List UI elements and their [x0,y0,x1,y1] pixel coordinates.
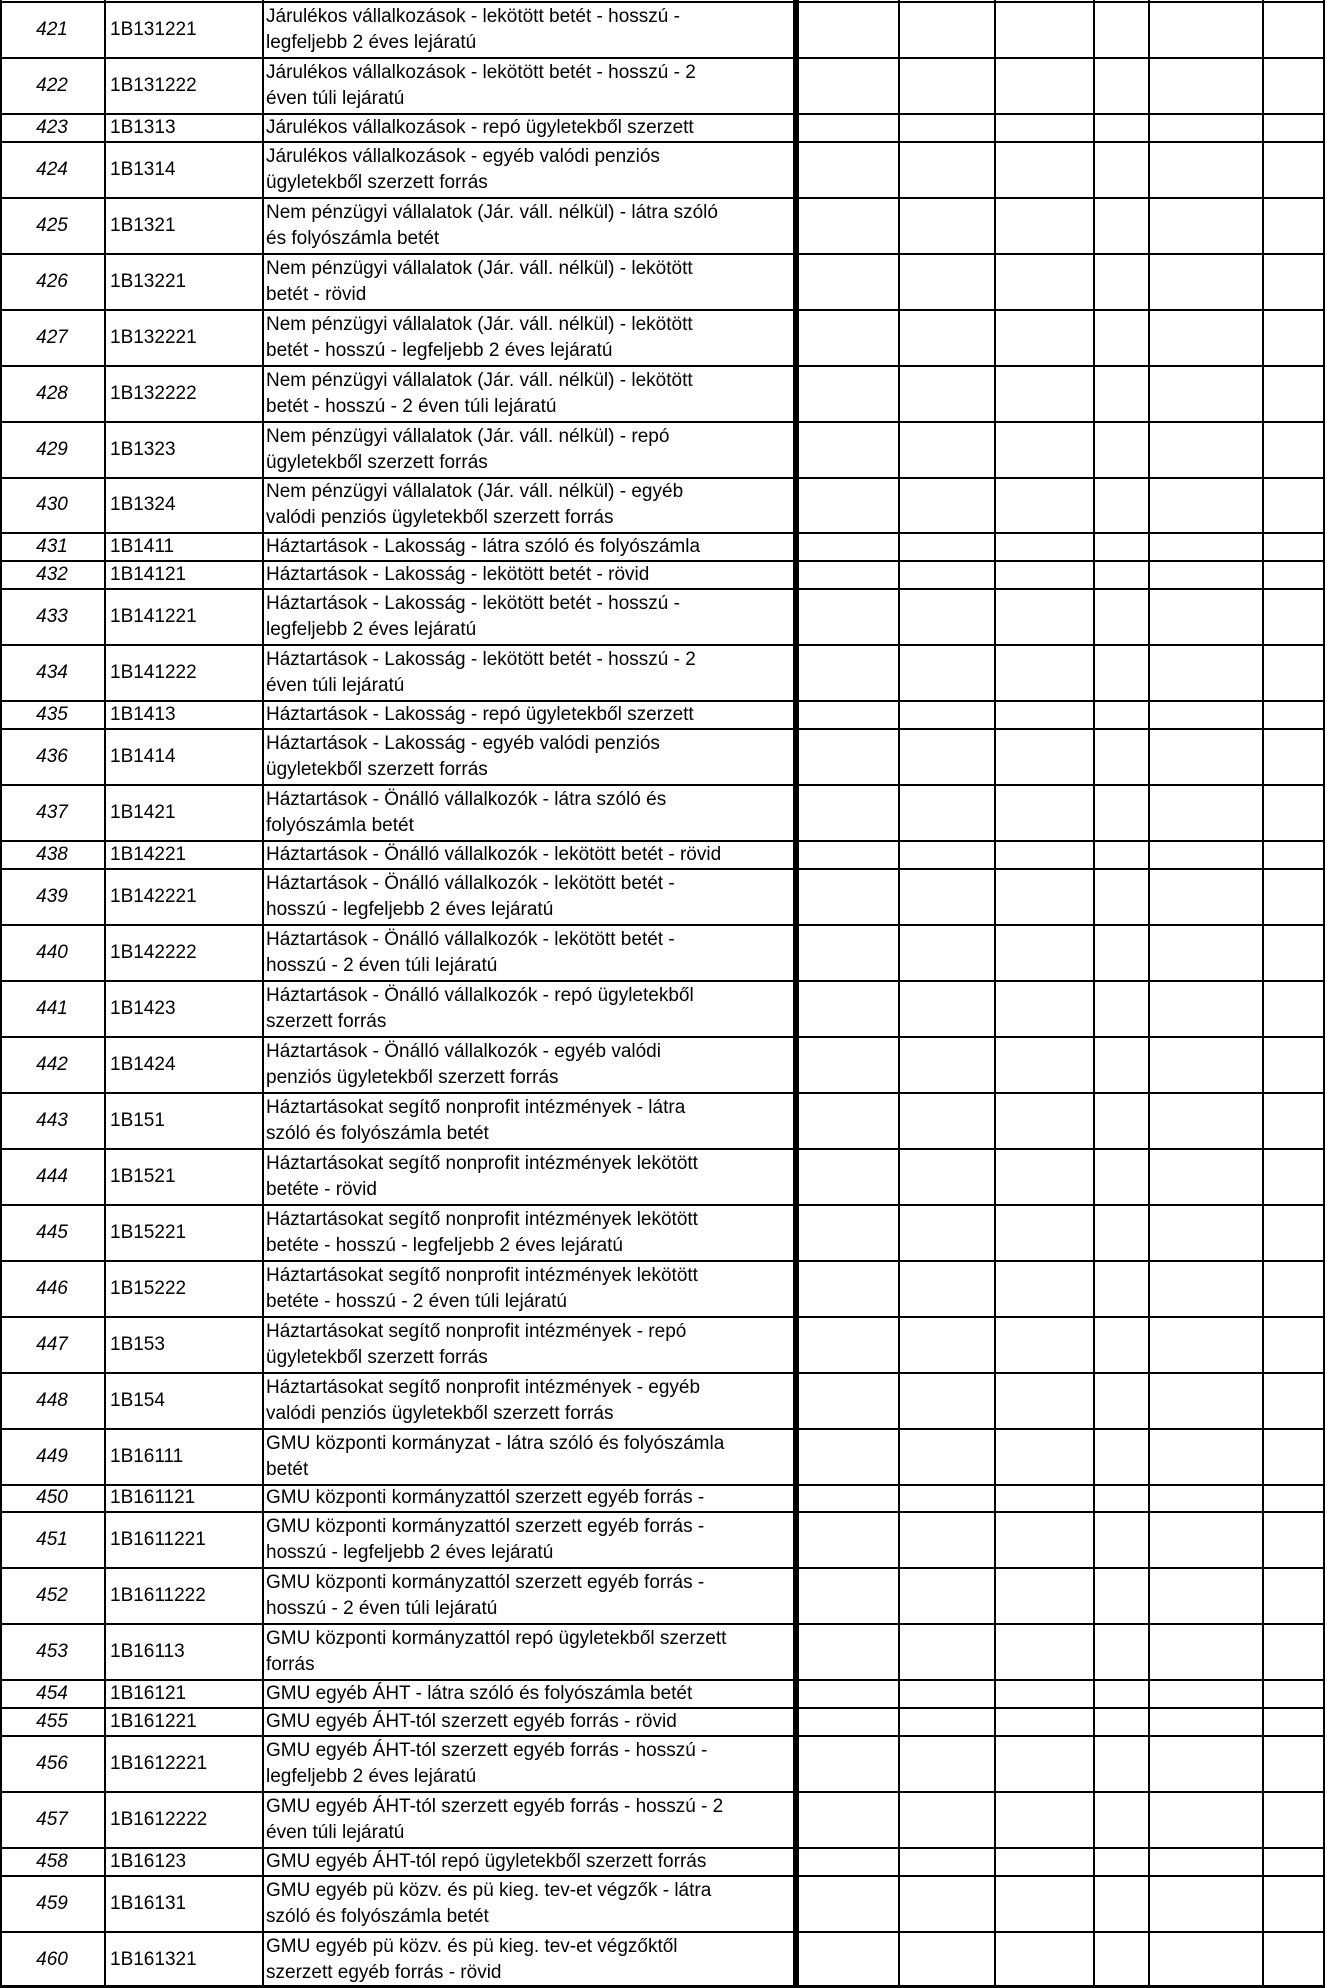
description-line: folyószámla betét [266,815,414,837]
row-description [266,310,792,366]
description-line: Háztartásokat segítő nonprofit intézmények lekötött [266,1208,698,1230]
row-number: 425 [36,214,68,236]
description-line: Háztartásokat segítő nonprofit intézmények lekötött [266,1264,698,1286]
row-divider [0,1679,1325,1681]
row-number: 443 [36,1109,68,1131]
row-code: 1B151 [110,1109,165,1131]
description-line: valódi penziós ügyletekből szerzett forrás [266,1402,614,1424]
row-code: 1B1323 [110,438,176,460]
table-row [0,478,1325,534]
table-row [0,198,1325,254]
row-number: 431 [36,536,68,558]
description-line: betéte - hosszú - legfeljebb 2 éves lejáratú [266,1234,623,1256]
row-divider [0,477,1325,479]
description-line: szerzett egyéb forrás - rövid [266,1962,502,1984]
row-description [266,1373,792,1429]
table-row [0,58,1325,114]
row-code: 1B142222 [110,942,197,964]
row-number: 447 [36,1333,68,1355]
row-divider [0,1260,1325,1262]
row-description [266,645,792,701]
row-description [266,2,792,58]
row-code: 1B16123 [110,1851,187,1873]
row-code: 1B131222 [110,74,197,96]
table-row [0,1624,1325,1680]
row-description [266,785,792,841]
description-line: Háztartások - Önálló vállalkozók - repó ügyletekből [266,984,694,1006]
row-code: 1B14221 [110,844,187,866]
row-divider [0,560,1325,562]
description-line: éven túli lejáratú [266,1822,405,1844]
row-description [266,1512,792,1568]
row-divider [0,113,1325,115]
row-divider [0,924,1325,926]
row-divider [0,588,1325,590]
row-number: 445 [36,1221,68,1243]
row-description [266,1792,792,1848]
table-row [0,1317,1325,1373]
description-line: hosszú - legfeljebb 2 éves lejáratú [266,899,554,921]
description-line: szóló és folyószámla betét [266,1122,489,1144]
row-divider [0,868,1325,870]
description-line: Háztartásokat segítő nonprofit intézmények - látra [266,1096,686,1118]
description-line: GMU egyéb pü közv. és pü kieg. tev-et végzőktől [266,1936,678,1958]
row-code: 1B16121 [110,1683,187,1705]
table-row [0,1485,1325,1513]
row-number: 450 [36,1487,68,1509]
table-row [0,729,1325,785]
row-divider [0,1036,1325,1038]
column-divider [104,0,106,1988]
row-divider [0,1847,1325,1849]
row-description [266,533,792,561]
description-line: Háztartásokat segítő nonprofit intézmények - egyéb [266,1376,701,1398]
row-number: 456 [36,1753,68,1775]
row-divider [0,1511,1325,1513]
row-divider [0,1735,1325,1737]
row-code: 1B1612222 [110,1809,208,1831]
table-row [0,1568,1325,1624]
row-description [266,925,792,981]
table-row [0,701,1325,729]
row-number: 436 [36,746,68,768]
row-divider [0,700,1325,702]
row-code: 1B161221 [110,1711,197,1733]
row-code: 1B1612221 [110,1753,208,1775]
table-row [0,1736,1325,1792]
row-code: 1B15222 [110,1277,187,1299]
row-description [266,1876,792,1932]
row-code: 1B1324 [110,494,176,516]
description-line: GMU egyéb ÁHT-tól szerzett egyéb forrás - rövid [266,1711,677,1733]
row-description [266,1708,792,1736]
row-code: 1B1424 [110,1053,176,1075]
row-code: 1B1413 [110,704,176,726]
description-line: hosszú - legfeljebb 2 éves lejáratú [266,1542,554,1564]
description-line: Háztartásokat segítő nonprofit intézmények lekötött [266,1152,698,1174]
row-divider [0,1931,1325,1933]
row-number: 453 [36,1641,68,1663]
table-row [0,1792,1325,1848]
description-line: hosszú - 2 éven túli lejáratú [266,1598,498,1620]
row-divider [0,644,1325,646]
row-divider [0,1148,1325,1150]
description-line: GMU egyéb ÁHT-tól repó ügyletekből szerzett forrás [266,1851,707,1873]
row-description [266,1205,792,1261]
row-description [266,198,792,254]
row-code: 1B141222 [110,662,197,684]
row-code: 1B1421 [110,802,176,824]
row-code: 1B16131 [110,1893,187,1915]
description-line: Nem pénzügyi vállalatok (Jár. váll. nélkül) - látra szóló [266,201,718,223]
description-line: Háztartások - Önálló vállalkozók - látra szóló és [266,789,667,811]
table-row [0,1149,1325,1205]
row-number: 442 [36,1053,68,1075]
row-number: 444 [36,1165,68,1187]
row-description [266,1568,792,1624]
row-divider [0,1707,1325,1709]
row-number: 427 [36,326,68,348]
column-divider [1262,0,1264,1988]
row-divider [0,1428,1325,1430]
row-number: 437 [36,802,68,824]
row-number: 428 [36,382,68,404]
row-divider [0,1875,1325,1877]
row-description [266,1736,792,1792]
row-code: 1B16113 [110,1641,185,1663]
description-line: Háztartások - Lakosság - lekötött betét - rövid [266,564,650,586]
row-code: 1B1414 [110,746,176,768]
column-divider [1148,0,1150,1988]
row-code: 1B16111 [110,1445,184,1467]
row-description [266,422,792,478]
table-row [0,1848,1325,1876]
row-description [266,981,792,1037]
table-row [0,1429,1325,1485]
description-line: betéte - hosszú - 2 éven túli lejáratú [266,1290,568,1312]
description-line: Háztartások - Lakosság - lekötött betét - hosszú - 2 [266,649,696,671]
description-line: betét - hosszú - legfeljebb 2 éves lejáratú [266,339,613,361]
row-number: 422 [36,74,68,96]
column-divider [1093,0,1095,1988]
row-code: 1B161321 [110,1949,197,1971]
row-divider [0,1316,1325,1318]
table-row [0,645,1325,701]
description-line: valódi penziós ügyletekből szerzett forrás [266,507,614,529]
row-description [266,1149,792,1205]
column-divider [994,0,996,1988]
description-line: legfeljebb 2 éves lejáratú [266,619,477,641]
table-row [0,1932,1325,1988]
row-description [266,1261,792,1317]
row-number: 430 [36,494,68,516]
description-line: Nem pénzügyi vállalatok (Jár. váll. nélkül) - repó [266,425,670,447]
table-row [0,310,1325,366]
column-divider [793,0,799,1988]
row-description [266,1624,792,1680]
description-line: Háztartások - Önálló vállalkozók - lekötött betét - [266,929,675,951]
description-line: Háztartások - Lakosság - lekötött betét - hosszú - [266,593,680,615]
description-line: betéte - rövid [266,1178,377,1200]
row-description [266,366,792,422]
row-divider [0,1092,1325,1094]
row-divider [0,532,1325,534]
row-divider [0,141,1325,143]
description-line: legfeljebb 2 éves lejáratú [266,1766,477,1788]
row-number: 429 [36,438,68,460]
row-divider [0,1484,1325,1486]
row-number: 449 [36,1445,68,1467]
description-line: Háztartásokat segítő nonprofit intézmények - repó [266,1320,687,1342]
description-line: penziós ügyletekből szerzett forrás [266,1066,559,1088]
description-line: ügyletekből szerzett forrás [266,451,488,473]
description-line: Nem pénzügyi vállalatok (Jár. váll. nélkül) - lekötött [266,369,693,391]
table-row [0,1037,1325,1093]
description-line: Nem pénzügyi vállalatok (Jár. váll. nélkül) - egyéb [266,481,684,503]
row-description [266,561,792,589]
row-divider [0,728,1325,730]
row-code: 1B1313 [110,116,176,138]
table-row [0,366,1325,422]
row-number: 433 [36,606,68,628]
table-row [0,533,1325,561]
row-code: 1B1314 [110,158,176,180]
table-row [0,841,1325,869]
table-row [0,925,1325,981]
row-divider [0,1623,1325,1625]
row-divider [0,1372,1325,1374]
table-row [0,254,1325,310]
description-line: Járulékos vállalkozások - lekötött betét - hosszú - [266,5,680,27]
description-line: Járulékos vállalkozások - lekötött betét - hosszú - 2 [266,61,696,83]
description-line: Nem pénzügyi vállalatok (Jár. váll. nélkül) - lekötött [266,313,693,335]
table-row [0,1876,1325,1932]
description-line: GMU központi kormányzattól szerzett egyéb forrás - [266,1487,705,1509]
row-description [266,1848,792,1876]
table-row [0,589,1325,645]
row-number: 454 [36,1683,68,1705]
row-number: 439 [36,886,68,908]
table-row [0,2,1325,58]
row-number: 426 [36,270,68,292]
row-number: 435 [36,704,68,726]
column-divider [262,0,264,1988]
description-line: GMU egyéb ÁHT-tól szerzett egyéb forrás - hosszú - 2 [266,1796,724,1818]
description-line: betét - rövid [266,283,367,305]
row-description [266,1037,792,1093]
row-description [266,478,792,534]
description-line: éven túli lejáratú [266,87,405,109]
description-line: Háztartások - Önálló vállalkozók - lekötött betét - [266,873,675,895]
row-description [266,1680,792,1708]
row-description [266,1429,792,1485]
row-number: 452 [36,1585,68,1607]
table-row [0,114,1325,142]
description-line: betét - hosszú - 2 éven túli lejáratú [266,395,557,417]
row-divider [0,1204,1325,1206]
description-line: szóló és folyószámla betét [266,1906,489,1928]
row-number: 424 [36,158,68,180]
row-code: 1B1321 [110,214,176,236]
table-row [0,561,1325,589]
row-number: 458 [36,1851,68,1873]
row-description [266,1093,792,1149]
row-description [266,729,792,785]
description-line: Háztartások - Lakosság - repó ügyletekből szerzett [266,704,694,726]
row-number: 421 [36,18,68,40]
row-divider [0,1791,1325,1793]
table-row [0,1093,1325,1149]
row-description [266,58,792,114]
row-divider [0,784,1325,786]
row-code: 1B142221 [110,886,197,908]
row-code: 1B15221 [110,1221,187,1243]
table-row [0,422,1325,478]
row-description [266,142,792,198]
row-divider [0,309,1325,311]
row-number: 434 [36,662,68,684]
row-divider [0,197,1325,199]
description-line: GMU központi kormányzattól szerzett egyéb forrás - [266,1572,705,1594]
row-code: 1B141221 [110,606,197,628]
table-row [0,981,1325,1037]
table-row [0,869,1325,925]
row-code: 1B1423 [110,997,176,1019]
description-line: Háztartások - Lakosság - látra szóló és folyószámla [266,536,701,558]
table-row [0,1205,1325,1261]
row-number: 451 [36,1529,68,1551]
description-line: Háztartások - Lakosság - egyéb valódi penziós [266,733,660,755]
row-description [266,869,792,925]
row-code: 1B131221 [110,18,197,40]
row-code: 1B13221 [110,270,187,292]
row-description [266,1932,792,1988]
description-line: GMU központi kormányzat - látra szóló és folyószámla [266,1432,725,1454]
row-number: 448 [36,1389,68,1411]
description-line: Háztartások - Önálló vállalkozók - egyéb valódi [266,1040,661,1062]
description-line: szerzett forrás [266,1010,387,1032]
row-code: 1B1521 [110,1165,176,1187]
table-row [0,785,1325,841]
description-line: ügyletekből szerzett forrás [266,759,488,781]
description-line: GMU egyéb pü közv. és pü kieg. tev-et végzők - látra [266,1880,712,1902]
row-number: 438 [36,844,68,866]
description-line: Járulékos vállalkozások - repó ügyletekből szerzett [266,116,694,138]
row-number: 459 [36,1893,68,1915]
row-code: 1B161121 [110,1487,196,1509]
description-line: hosszú - 2 éven túli lejáratú [266,955,498,977]
row-code: 1B153 [110,1333,165,1355]
row-code: 1B132221 [110,326,197,348]
row-description [266,1485,792,1513]
row-divider [0,421,1325,423]
row-number: 432 [36,564,68,586]
row-code: 1B1611222 [110,1585,206,1607]
column-divider [0,0,2,1988]
table-row [0,1373,1325,1429]
table-row [0,1680,1325,1708]
row-number: 457 [36,1809,68,1831]
description-line: forrás [266,1654,315,1676]
description-line: Nem pénzügyi vállalatok (Jár. váll. nélkül) - lekötött [266,257,693,279]
row-divider [0,1567,1325,1569]
row-code: 1B154 [110,1389,165,1411]
row-divider [0,840,1325,842]
row-description [266,114,792,142]
description-line: GMU központi kormányzattól szerzett egyéb forrás - [266,1516,705,1538]
description-line: GMU egyéb ÁHT-tól szerzett egyéb forrás - hosszú - [266,1740,708,1762]
table-row [0,1261,1325,1317]
description-line: legfeljebb 2 éves lejáratú [266,31,477,53]
description-line: Járulékos vállalkozások - egyéb valódi penziós [266,145,660,167]
row-number: 440 [36,942,68,964]
row-divider [0,1,1325,3]
description-line: GMU központi kormányzattól repó ügyletekből szerzett [266,1628,727,1650]
row-code: 1B1611221 [110,1529,206,1551]
row-description [266,1317,792,1373]
description-line: ügyletekből szerzett forrás [266,1346,488,1368]
row-code: 1B14121 [110,564,187,586]
row-divider [0,365,1325,367]
description-line: GMU egyéb ÁHT - látra szóló és folyószámla betét [266,1683,693,1705]
column-divider [898,0,900,1988]
row-divider [0,253,1325,255]
table-row [0,142,1325,198]
table-row [0,1708,1325,1736]
row-description [266,841,792,869]
row-number: 446 [36,1277,68,1299]
row-number: 460 [36,1949,68,1971]
description-line: és folyószámla betét [266,227,440,249]
row-number: 455 [36,1711,68,1733]
row-description [266,701,792,729]
description-line: betét [266,1458,309,1480]
row-divider [0,980,1325,982]
row-number: 441 [36,997,68,1019]
row-description [266,254,792,310]
row-description [266,589,792,645]
description-line: ügyletekből szerzett forrás [266,171,488,193]
description-line: Háztartások - Önálló vállalkozók - lekötött betét - rövid [266,844,722,866]
row-number: 423 [36,116,68,138]
description-line: éven túli lejáratú [266,675,405,697]
row-code: 1B1411 [110,536,175,558]
row-divider [0,57,1325,59]
row-code: 1B132222 [110,382,197,404]
table-row [0,1512,1325,1568]
